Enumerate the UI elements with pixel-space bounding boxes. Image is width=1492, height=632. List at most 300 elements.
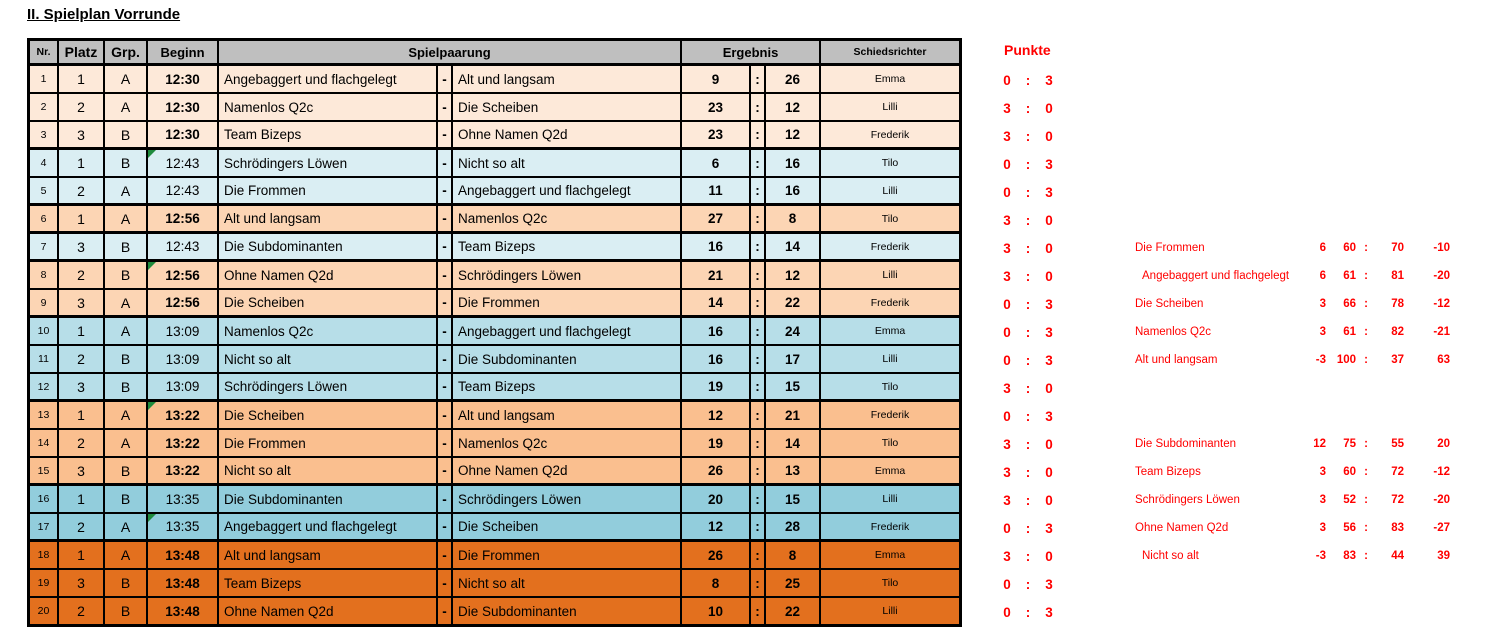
score2-cell[interactable]	[766, 430, 821, 456]
punkte-home: 0	[1003, 324, 1011, 340]
score2-cell[interactable]	[766, 486, 821, 512]
team1-cell[interactable]	[219, 402, 438, 428]
nr-cell[interactable]	[30, 178, 59, 203]
referee-cell[interactable]	[821, 262, 959, 288]
pairing-dash-cell[interactable]	[438, 402, 453, 428]
score1-cell[interactable]	[682, 598, 751, 624]
team2-cell[interactable]	[453, 178, 682, 203]
punkte-row[interactable]	[999, 66, 1057, 94]
platz-cell[interactable]	[59, 402, 105, 428]
referee-cell[interactable]	[821, 458, 959, 483]
grp-cell[interactable]	[105, 346, 148, 372]
score2-cell[interactable]	[766, 150, 821, 176]
score-colon-cell[interactable]	[751, 234, 766, 259]
score2-cell[interactable]	[766, 570, 821, 596]
nr-cell[interactable]	[30, 262, 59, 288]
punkte-colon: :	[1025, 576, 1031, 592]
pairing-dash-cell[interactable]	[438, 178, 453, 203]
punkte-row[interactable]	[999, 542, 1057, 570]
score2-cell[interactable]	[766, 122, 821, 147]
score1-cell[interactable]	[682, 150, 751, 176]
platz-cell[interactable]	[59, 206, 105, 231]
schedule-row	[30, 290, 959, 318]
score1-cell[interactable]	[682, 94, 751, 120]
team2-cell[interactable]	[453, 234, 682, 259]
referee-cell[interactable]	[821, 66, 959, 92]
score-colon-cell[interactable]	[751, 430, 766, 456]
schedule-row	[30, 178, 959, 206]
team2-cell[interactable]	[453, 290, 682, 315]
grp-cell[interactable]	[105, 374, 148, 399]
beginn-cell[interactable]	[148, 94, 219, 120]
score2-cell[interactable]	[766, 94, 821, 120]
score1-cell[interactable]	[682, 486, 751, 512]
score2-cell-text: 17	[784, 351, 801, 367]
referee-cell[interactable]	[821, 402, 959, 428]
referee-cell[interactable]	[821, 318, 959, 344]
platz-cell[interactable]	[59, 178, 105, 203]
standings-goals-against: 72	[1391, 466, 1404, 478]
platz-cell[interactable]	[59, 514, 105, 539]
platz-cell[interactable]	[59, 122, 105, 147]
beginn-cell[interactable]	[148, 178, 219, 203]
score2-cell[interactable]	[766, 542, 821, 568]
team1-cell[interactable]	[219, 122, 438, 147]
grp-cell[interactable]	[105, 94, 148, 120]
score2-cell[interactable]	[766, 346, 821, 372]
grp-cell-text: B	[120, 491, 131, 507]
team1-cell[interactable]	[219, 262, 438, 288]
pairing-dash-cell[interactable]	[438, 262, 453, 288]
punkte-row[interactable]	[999, 262, 1057, 290]
score-colon-cell[interactable]	[751, 570, 766, 596]
platz-cell[interactable]	[59, 290, 105, 315]
standings-goal-diff: -20	[1433, 270, 1450, 282]
score2-cell[interactable]	[766, 598, 821, 624]
beginn-cell[interactable]	[148, 234, 219, 259]
team1-cell[interactable]	[219, 318, 438, 344]
referee-cell[interactable]	[821, 374, 959, 399]
score1-cell[interactable]	[682, 374, 751, 399]
team1-cell-text: Team Bizeps	[224, 127, 302, 142]
score-colon-cell-text: :	[755, 155, 760, 171]
score-colon-cell[interactable]	[751, 178, 766, 203]
score2-cell[interactable]	[766, 374, 821, 399]
beginn-cell-text: 13:48	[165, 603, 200, 619]
standings-points: 6	[1319, 270, 1326, 282]
punkte-row[interactable]	[999, 346, 1057, 374]
team1-cell[interactable]	[219, 66, 438, 92]
cell-error-marker-icon	[148, 262, 156, 270]
punkte-row[interactable]	[999, 598, 1057, 626]
score-colon-cell[interactable]	[751, 346, 766, 372]
team2-cell[interactable]	[453, 598, 682, 624]
standings-colon: :	[1364, 438, 1368, 450]
grp-cell[interactable]	[105, 150, 148, 176]
header-spielpaarung: Spielpaarung	[219, 41, 682, 63]
team2-cell-text: Ohne Namen Q2d	[458, 463, 568, 478]
standings-points: -3	[1315, 550, 1326, 562]
score1-cell-text: 27	[707, 211, 724, 226]
team1-cell[interactable]	[219, 290, 438, 315]
standings-row[interactable]	[1128, 234, 1450, 262]
nr-cell[interactable]	[30, 318, 59, 344]
score-colon-cell[interactable]	[751, 122, 766, 147]
standings-colon: :	[1364, 466, 1368, 478]
score-colon-cell[interactable]	[751, 262, 766, 288]
team2-cell[interactable]	[453, 430, 682, 456]
nr-cell[interactable]	[30, 290, 59, 315]
score1-cell[interactable]	[682, 66, 751, 92]
grp-cell[interactable]	[105, 234, 148, 259]
team1-cell[interactable]	[219, 514, 438, 539]
team2-cell[interactable]	[453, 542, 682, 568]
pairing-dash-cell[interactable]	[438, 542, 453, 568]
platz-cell[interactable]	[59, 234, 105, 259]
team2-cell[interactable]	[453, 374, 682, 399]
team1-cell[interactable]	[219, 178, 438, 203]
score1-cell[interactable]	[682, 346, 751, 372]
referee-cell[interactable]	[821, 94, 959, 120]
beginn-cell[interactable]	[148, 206, 219, 231]
team1-cell[interactable]	[219, 346, 438, 372]
score1-cell[interactable]	[682, 206, 751, 231]
score2-cell[interactable]	[766, 514, 821, 539]
referee-cell[interactable]	[821, 598, 959, 624]
platz-cell[interactable]	[59, 374, 105, 399]
score1-cell[interactable]	[682, 234, 751, 259]
nr-cell[interactable]	[30, 430, 59, 456]
team1-cell[interactable]	[219, 206, 438, 231]
grp-cell[interactable]	[105, 514, 148, 539]
beginn-cell[interactable]	[148, 598, 219, 624]
score-colon-cell[interactable]	[751, 66, 766, 92]
grp-cell-text: A	[120, 547, 131, 563]
pairing-dash-cell[interactable]	[438, 458, 453, 483]
pairing-dash-cell[interactable]	[438, 234, 453, 259]
platz-cell[interactable]	[59, 430, 105, 456]
nr-cell[interactable]	[30, 234, 59, 259]
nr-cell[interactable]	[30, 486, 59, 512]
referee-cell[interactable]	[821, 570, 959, 596]
beginn-cell[interactable]	[148, 262, 219, 288]
referee-cell[interactable]	[821, 206, 959, 231]
team1-cell[interactable]	[219, 570, 438, 596]
team2-cell[interactable]	[453, 346, 682, 372]
pairing-dash-cell[interactable]	[438, 122, 453, 147]
standings-row[interactable]	[1128, 514, 1450, 542]
beginn-cell[interactable]	[148, 430, 219, 456]
score1-cell[interactable]	[682, 122, 751, 147]
pairing-dash-cell[interactable]	[438, 66, 453, 92]
punkte-away: 3	[1045, 156, 1053, 172]
grp-cell[interactable]	[105, 290, 148, 315]
schedule-row	[30, 94, 959, 122]
platz-cell[interactable]	[59, 262, 105, 288]
nr-cell[interactable]	[30, 598, 59, 624]
team1-cell[interactable]	[219, 458, 438, 483]
punkte-row[interactable]	[999, 290, 1057, 318]
pairing-dash-cell[interactable]	[438, 346, 453, 372]
beginn-cell[interactable]	[148, 346, 219, 372]
grp-cell[interactable]	[105, 486, 148, 512]
standings-row[interactable]	[1128, 290, 1450, 318]
platz-cell-text: 2	[77, 518, 85, 535]
team2-cell-text: Nicht so alt	[458, 575, 525, 591]
team2-cell[interactable]	[453, 66, 682, 92]
punkte-row[interactable]	[999, 122, 1057, 150]
score2-cell[interactable]	[766, 290, 821, 315]
score-colon-cell[interactable]	[751, 94, 766, 120]
platz-cell[interactable]	[59, 598, 105, 624]
referee-cell[interactable]	[821, 178, 959, 203]
team2-cell[interactable]	[453, 206, 682, 231]
punkte-row[interactable]	[999, 374, 1057, 402]
team2-cell[interactable]	[453, 514, 682, 539]
platz-cell[interactable]	[59, 94, 105, 120]
platz-cell[interactable]	[59, 486, 105, 512]
nr-cell[interactable]	[30, 570, 59, 596]
punkte-away: 3	[1045, 184, 1053, 200]
grp-cell[interactable]	[105, 458, 148, 483]
platz-cell[interactable]	[59, 542, 105, 568]
score2-cell[interactable]	[766, 66, 821, 92]
pairing-dash-cell-text: -	[442, 211, 447, 226]
score1-cell[interactable]	[682, 542, 751, 568]
nr-cell[interactable]	[30, 66, 59, 92]
referee-cell[interactable]	[821, 430, 959, 456]
score2-cell[interactable]	[766, 262, 821, 288]
score-colon-cell[interactable]	[751, 458, 766, 483]
beginn-cell[interactable]	[148, 122, 219, 147]
standings-row[interactable]	[1128, 318, 1450, 346]
standings-team-name: Die Subdominanten	[1135, 438, 1237, 450]
score-colon-cell[interactable]	[751, 514, 766, 539]
score1-cell[interactable]	[682, 178, 751, 203]
referee-cell[interactable]	[821, 542, 959, 568]
pairing-dash-cell[interactable]	[438, 150, 453, 176]
score-colon-cell[interactable]	[751, 206, 766, 231]
standings-row[interactable]	[1128, 486, 1450, 514]
team2-cell[interactable]	[453, 570, 682, 596]
score-colon-cell[interactable]	[751, 150, 766, 176]
nr-cell[interactable]	[30, 206, 59, 231]
grp-cell[interactable]	[105, 430, 148, 456]
punkte-row[interactable]	[999, 206, 1057, 234]
punkte-row[interactable]	[999, 458, 1057, 486]
nr-cell[interactable]	[30, 514, 59, 539]
standings-colon: :	[1364, 270, 1368, 282]
beginn-cell[interactable]	[148, 570, 219, 596]
team1-cell[interactable]	[219, 430, 438, 456]
score-colon-cell[interactable]	[751, 598, 766, 624]
referee-cell[interactable]	[821, 486, 959, 512]
beginn-cell[interactable]	[148, 402, 219, 428]
team1-cell[interactable]	[219, 234, 438, 259]
punkte-row[interactable]	[999, 94, 1057, 122]
score-colon-cell[interactable]	[751, 374, 766, 399]
pairing-dash-cell[interactable]	[438, 570, 453, 596]
team1-cell[interactable]	[219, 598, 438, 624]
beginn-cell[interactable]	[148, 150, 219, 176]
beginn-cell[interactable]	[148, 66, 219, 92]
score-colon-cell[interactable]	[751, 318, 766, 344]
team1-cell[interactable]	[219, 150, 438, 176]
punkte-row[interactable]	[999, 402, 1057, 430]
standings-goals-against: 70	[1391, 242, 1404, 254]
score1-cell[interactable]	[682, 570, 751, 596]
grp-cell[interactable]	[105, 66, 148, 92]
standings-row[interactable]	[1128, 458, 1450, 486]
grp-cell[interactable]	[105, 262, 148, 288]
score1-cell[interactable]	[682, 262, 751, 288]
standings-row[interactable]	[1128, 542, 1450, 570]
standings-row[interactable]	[1128, 346, 1450, 374]
referee-cell[interactable]	[821, 514, 959, 539]
nr-cell[interactable]	[30, 346, 59, 372]
platz-cell[interactable]	[59, 150, 105, 176]
score-colon-cell[interactable]	[751, 486, 766, 512]
score1-cell[interactable]	[682, 402, 751, 428]
punkte-away: 0	[1045, 380, 1053, 396]
score2-cell-text: 15	[784, 379, 801, 394]
score2-cell[interactable]	[766, 402, 821, 428]
nr-cell[interactable]	[30, 374, 59, 399]
grp-cell[interactable]	[105, 122, 148, 147]
score2-cell[interactable]	[766, 318, 821, 344]
punkte-row[interactable]	[999, 178, 1057, 206]
grp-cell[interactable]	[105, 598, 148, 624]
referee-cell-text: Lilli	[882, 269, 898, 281]
team2-cell[interactable]	[453, 402, 682, 428]
standings-team-name: Nicht so alt	[1142, 550, 1199, 562]
standings-goals-for: 52	[1343, 494, 1356, 506]
grp-cell-text: B	[120, 462, 131, 479]
punkte-home: 0	[1003, 520, 1011, 536]
beginn-cell[interactable]	[148, 542, 219, 568]
score1-cell[interactable]	[682, 430, 751, 456]
beginn-cell[interactable]	[148, 374, 219, 399]
score1-cell[interactable]	[682, 514, 751, 539]
team2-cell[interactable]	[453, 458, 682, 483]
platz-cell[interactable]	[59, 66, 105, 92]
punkte-row[interactable]	[999, 234, 1057, 262]
score2-cell[interactable]	[766, 234, 821, 259]
grp-cell[interactable]	[105, 206, 148, 231]
score1-cell[interactable]	[682, 318, 751, 344]
beginn-cell[interactable]	[148, 458, 219, 483]
nr-cell[interactable]	[30, 122, 59, 147]
team1-cell-text: Alt und langsam	[224, 211, 321, 226]
standings-row[interactable]	[1128, 262, 1450, 290]
grp-cell[interactable]	[105, 318, 148, 344]
referee-cell-text: Frederik	[870, 240, 910, 253]
platz-cell[interactable]	[59, 346, 105, 372]
pairing-dash-cell[interactable]	[438, 374, 453, 399]
punkte-row[interactable]	[999, 430, 1057, 458]
beginn-cell[interactable]	[148, 486, 219, 512]
score2-cell[interactable]	[766, 178, 821, 203]
nr-cell[interactable]	[30, 94, 59, 120]
team1-cell[interactable]	[219, 542, 438, 568]
pairing-dash-cell[interactable]	[438, 94, 453, 120]
score-colon-cell[interactable]	[751, 290, 766, 315]
nr-cell[interactable]	[30, 150, 59, 176]
pairing-dash-cell[interactable]	[438, 290, 453, 315]
referee-cell[interactable]	[821, 122, 959, 147]
referee-cell[interactable]	[821, 290, 959, 315]
pairing-dash-cell[interactable]	[438, 206, 453, 231]
platz-cell[interactable]	[59, 570, 105, 596]
punkte-row[interactable]	[999, 318, 1057, 346]
pairing-dash-cell[interactable]	[438, 514, 453, 539]
team2-cell[interactable]	[453, 122, 682, 147]
beginn-cell-text: 12:43	[165, 155, 200, 171]
score1-cell[interactable]	[682, 290, 751, 315]
referee-cell[interactable]	[821, 346, 959, 372]
standings-colon: :	[1364, 550, 1368, 562]
standings-points: 12	[1313, 438, 1326, 450]
grp-cell[interactable]	[105, 178, 148, 203]
beginn-cell[interactable]	[148, 290, 219, 315]
punkte-row[interactable]	[999, 486, 1057, 514]
score-colon-cell[interactable]	[751, 402, 766, 428]
nr-cell[interactable]	[30, 458, 59, 483]
punkte-row[interactable]	[999, 150, 1057, 178]
beginn-cell[interactable]	[148, 318, 219, 344]
grp-cell[interactable]	[105, 542, 148, 568]
nr-cell-text: 14	[37, 437, 50, 449]
team1-cell[interactable]	[219, 486, 438, 512]
pairing-dash-cell[interactable]	[438, 598, 453, 624]
referee-cell[interactable]	[821, 150, 959, 176]
nr-cell[interactable]	[30, 542, 59, 568]
referee-cell[interactable]	[821, 234, 959, 259]
pairing-dash-cell[interactable]	[438, 486, 453, 512]
score2-cell[interactable]	[766, 458, 821, 483]
schedule-row	[30, 122, 959, 150]
pairing-dash-cell[interactable]	[438, 430, 453, 456]
score-colon-cell[interactable]	[751, 542, 766, 568]
pairing-dash-cell-text: -	[442, 295, 447, 310]
score1-cell-text: 9	[711, 71, 720, 87]
team2-cell[interactable]	[453, 486, 682, 512]
team1-cell[interactable]	[219, 94, 438, 120]
schedule-row	[30, 262, 959, 290]
grp-cell[interactable]	[105, 402, 148, 428]
team2-cell[interactable]	[453, 318, 682, 344]
team1-cell[interactable]	[219, 374, 438, 399]
team2-cell[interactable]	[453, 150, 682, 176]
platz-cell[interactable]	[59, 318, 105, 344]
score2-cell[interactable]	[766, 206, 821, 231]
team2-cell[interactable]	[453, 94, 682, 120]
team2-cell[interactable]	[453, 262, 682, 288]
platz-cell[interactable]	[59, 458, 105, 483]
punkte-row[interactable]	[999, 570, 1057, 598]
punkte-row[interactable]	[999, 514, 1057, 542]
score-colon-cell-text: :	[755, 71, 760, 87]
nr-cell[interactable]	[30, 402, 59, 428]
score1-cell[interactable]	[682, 458, 751, 483]
grp-cell[interactable]	[105, 570, 148, 596]
score2-cell-text: 8	[788, 547, 797, 563]
score-colon-cell-text: :	[755, 603, 760, 619]
standings-row[interactable]	[1128, 430, 1450, 458]
beginn-cell[interactable]	[148, 514, 219, 539]
punkte-home: 0	[1003, 576, 1011, 592]
pairing-dash-cell[interactable]	[438, 318, 453, 344]
